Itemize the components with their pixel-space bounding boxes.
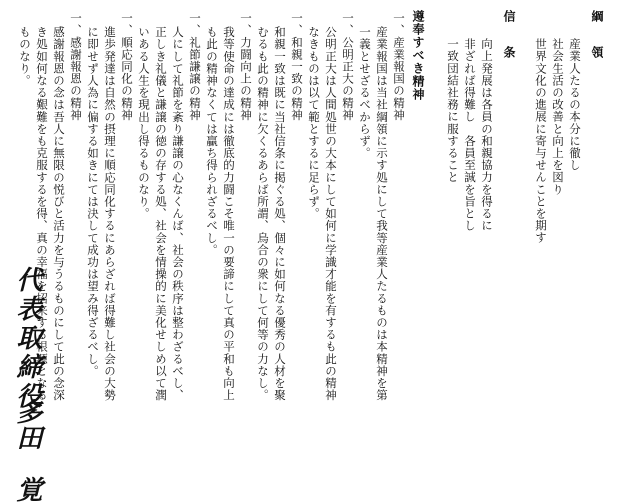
spirit-item-title: 一、力闘向上の精神	[239, 12, 253, 121]
spirit-item-title: 一、順応同化の精神	[120, 12, 134, 121]
spirit-item-title: 一、礼節謙譲の精神	[188, 12, 202, 121]
spirit-item-text: 公明正大は人間処世の大本にして如何に学識才能を有するも此の精神	[324, 26, 338, 402]
spirit-item-text: 進歩発達は自然の摂理に順応同化するにあらざれば得難し社会の大勢	[103, 26, 117, 402]
spirit-item-text: なきものは以て範とするに足らず。	[307, 26, 321, 220]
shinjo-line: 向上発展は各員の和親協力を得るに	[480, 38, 494, 232]
spirit-item-text: いある人生を現出し得るものなり。	[137, 26, 151, 220]
spirit-item-text: も此の精神なくては贏ち得られざるべし。	[205, 26, 219, 256]
signatory-name: 多田 覚	[12, 398, 42, 502]
spirit-item-text: 和親一致は既に当社信条に掲ぐる処、個々に如何なる優秀の人材を聚	[273, 26, 287, 402]
spirit-item-title: 一、公明正大の精神	[341, 12, 355, 121]
spirit-item-title: 一、産業報国の精神	[392, 12, 406, 121]
koryo-heading: 綱 領	[590, 10, 604, 64]
koryo-line: 社会生活の改善と向上を図り	[551, 38, 565, 196]
spirit-item-text: 感謝報恩の念は吾人に無限の悦びと活力を与うるものにして此の念深	[52, 26, 66, 402]
shinjo-heading: 信 条	[502, 10, 516, 64]
koryo-line: 世界文化の進展に寄与せんことを期す	[534, 38, 548, 244]
shinjo-line: 一致団結社務に服すること	[446, 38, 460, 184]
spirit-heading: 遵奉すべき精神	[411, 10, 425, 101]
signatory-title: 代表取締役	[12, 266, 42, 411]
spirit-item-text: き処如何なる艱難をも克服するを得、真の幸福を招来する根源となる	[35, 26, 49, 402]
koryo-line: 産業人たるの本分に徹し	[568, 38, 582, 172]
spirit-item-text: むるも此の精神に欠くるあらば所謂、烏合の衆にして何等の力なし。	[256, 26, 270, 402]
shinjo-line: 非ざれば得難し 各員至誠を旨とし	[463, 38, 477, 232]
spirit-item-text: 一義とせざるべからず。	[358, 26, 372, 160]
spirit-item-title: 一、感謝報恩の精神	[69, 12, 83, 121]
spirit-item-title: 一、和親一致の精神	[290, 12, 304, 121]
spirit-item-text: 人にして礼節を紊り謙譲の心なくんば、社会の秩序は整わざるべし、	[171, 26, 185, 402]
spirit-item-text: 我等使命の達成には徹底的力闘こそ唯一の要諦にして真の平和も向上	[222, 26, 236, 402]
spirit-item-text: 正しき礼儀と謙譲の徳の存する処、社会を情操的に美化せしめ以て潤	[154, 26, 168, 402]
spirit-item-text: 産業報国は当社綱領に示す処にして我等産業人たるものは本精神を第	[375, 26, 389, 402]
spirit-item-text: に即せず人為に偏する如きにては決して成功は望み得ざるべし。	[86, 26, 100, 377]
spirit-item-text: ものなり。	[18, 26, 32, 87]
